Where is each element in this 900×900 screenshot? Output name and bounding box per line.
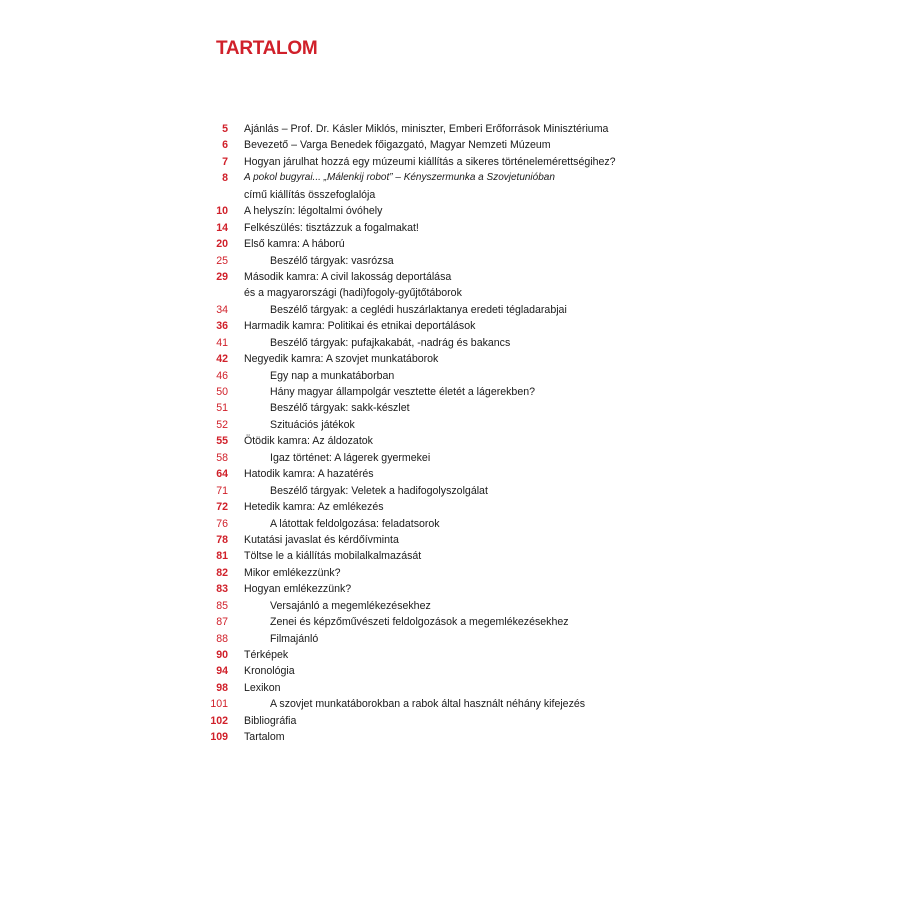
toc-page-number: 36: [216, 320, 228, 333]
toc-page-number: 71: [216, 484, 228, 497]
toc-page-number: 25: [216, 254, 228, 267]
toc-entry-title: Első kamra: A háború: [244, 238, 345, 251]
toc-entry-title: Ötödik kamra: Az áldozatok: [244, 435, 373, 448]
toc-entry-title: Szituációs játékok: [270, 418, 355, 431]
toc-entry-title: Felkészülés: tisztázzuk a fogalmakat!: [244, 221, 419, 234]
toc-page-number: 94: [216, 665, 228, 678]
toc-page-number: 87: [216, 616, 228, 629]
toc-page-number: 20: [216, 238, 228, 251]
toc-entry-title: Harmadik kamra: Politikai és etnikai deportálások: [244, 320, 476, 333]
toc-entry: [0, 187, 900, 203]
toc-page-number: 98: [216, 681, 228, 694]
toc-page-number: 109: [210, 731, 228, 744]
toc-entry-title: A helyszín: légoltalmi óvóhely: [244, 205, 383, 218]
toc-entry: [0, 696, 900, 712]
toc-entry-title: Egy nap a munkatáborban: [270, 369, 395, 382]
toc-entry: [0, 417, 900, 433]
toc-page-number: 10: [216, 205, 228, 218]
toc-page-number: 8: [222, 172, 228, 185]
toc-entry-title: Bibliográfia: [244, 714, 297, 727]
toc-entry-title: és a magyarországi (hadi)fogoly-gyűjtőtáborok: [244, 287, 462, 300]
toc-page-number: 51: [216, 402, 228, 415]
toc-entry-title: Mikor emlékezzünk?: [244, 566, 341, 579]
toc-entry: [0, 253, 900, 269]
toc-entry: [0, 154, 900, 170]
toc-entry: [0, 318, 900, 334]
toc-entry: [0, 532, 900, 548]
toc-entry: [0, 121, 900, 137]
toc-page-number: 90: [216, 649, 228, 661]
toc-entry: [0, 581, 900, 597]
toc-page-number: 6: [222, 139, 228, 152]
toc-entry-title: Kutatási javaslat és kérdőívminta: [244, 533, 399, 546]
toc-page-number: 41: [216, 336, 228, 349]
toc-entry: [0, 203, 900, 219]
toc-entry: [0, 713, 900, 729]
toc-entry-title: Igaz történet: A lágerek gyermekei: [270, 451, 431, 464]
toc-page-number: 5: [222, 123, 228, 135]
toc-entry-title: Zenei és képzőművészeti feldolgozások a megemlékezésekhez: [270, 616, 569, 629]
toc-page-number: 88: [216, 632, 228, 645]
toc-page-number: 78: [216, 533, 228, 546]
toc-entry: [0, 483, 900, 499]
toc-entry: [0, 433, 900, 449]
toc-entry: [0, 663, 900, 679]
toc-entry-title: Beszélő tárgyak: Veletek a hadifogolyszolgálat: [270, 484, 488, 497]
toc-entry: [0, 598, 900, 614]
toc-page-number: 7: [222, 155, 228, 168]
toc-entry-title: Ajánlás – Prof. Dr. Kásler Miklós, miniszter, Emberi Erőforrások Minisztériuma: [244, 123, 609, 135]
toc-entry: [0, 647, 900, 663]
toc-entry: [0, 302, 900, 318]
toc-entry-title: Beszélő tárgyak: a ceglédi huszárlaktanya eredeti tégladarabjai: [270, 303, 567, 316]
toc-page-number: 76: [216, 517, 228, 530]
toc-entry-title: Tartalom: [244, 731, 285, 744]
toc-entry: [0, 400, 900, 416]
toc-page-number: 55: [216, 435, 228, 448]
toc-page-number: 102: [210, 714, 228, 727]
toc-entry-title: című kiállítás összefoglalója: [244, 188, 376, 201]
toc-entry-title: Filmajánló: [270, 632, 319, 645]
page-title: TARTALOM: [216, 38, 318, 59]
toc-entry: [0, 614, 900, 630]
toc-page-number: 34: [216, 303, 228, 316]
toc-entry: [0, 368, 900, 384]
toc-page-number: 72: [216, 501, 228, 514]
toc-page-number: 42: [216, 353, 228, 366]
toc-entry-title: Negyedik kamra: A szovjet munkatáborok: [244, 353, 439, 366]
toc-page-number: 29: [216, 270, 228, 283]
toc-entry-title: Töltse le a kiállítás mobilalkalmazását: [244, 550, 422, 563]
toc-entry-title: A látottak feldolgozása: feladatsorok: [270, 517, 440, 530]
toc-entry: [0, 516, 900, 532]
toc-entry: [0, 236, 900, 252]
toc-entry: [0, 680, 900, 696]
toc-entry-title: Versajánló a megemlékezésekhez: [270, 599, 431, 612]
toc-entry-title: Térképek: [244, 649, 289, 661]
toc-entry: [0, 548, 900, 564]
toc-page-number: 50: [216, 386, 228, 398]
toc-page-number: 82: [216, 566, 228, 579]
toc-page-number: 14: [216, 221, 228, 234]
toc-page-number: 64: [216, 468, 228, 481]
toc-entry-title: Hogyan járulhat hozzá egy múzeumi kiállítás a sikeres történelemérettségihez?: [244, 155, 616, 168]
toc-entry-title: Beszélő tárgyak: pufajkakabát, -nadrág és bakancs: [270, 336, 511, 349]
toc-entry: [0, 631, 900, 647]
toc-entry: [0, 335, 900, 351]
toc-entry-title: Beszélő tárgyak: vasrózsa: [270, 254, 394, 267]
toc-entry: [0, 466, 900, 482]
toc-page-number: 46: [216, 369, 228, 382]
toc-entry-title: Kronológia: [244, 665, 295, 678]
toc-entry-title: Hatodik kamra: A hazatérés: [244, 468, 374, 481]
toc-entry-title: Hetedik kamra: Az emlékezés: [244, 501, 384, 514]
toc-entry-title: Beszélő tárgyak: sakk-készlet: [270, 402, 410, 415]
toc-entry: [0, 137, 900, 153]
toc-entry-title: Hány magyar állampolgár vesztette életét a lágerekben?: [270, 386, 535, 398]
toc-entry: [0, 450, 900, 466]
toc-page-number: 58: [216, 451, 228, 464]
toc-page-number: 101: [210, 698, 228, 711]
toc-page-number: 81: [216, 550, 228, 563]
toc-entry-title: Bevezető – Varga Benedek főigazgató, Magyar Nemzeti Múzeum: [244, 139, 551, 152]
toc-entry: [0, 351, 900, 367]
toc-entry: [0, 220, 900, 236]
toc-entry: [0, 384, 900, 400]
toc-entry: [0, 499, 900, 515]
table-of-contents: [0, 121, 900, 746]
toc-entry: [0, 285, 900, 301]
toc-entry-title: Második kamra: A civil lakosság deportálása: [244, 270, 452, 283]
toc-entry: [0, 170, 900, 186]
toc-entry-title: Hogyan emlékezzünk?: [244, 583, 352, 596]
toc-entry: [0, 269, 900, 285]
toc-page-number: 85: [216, 599, 228, 612]
toc-page-number: 83: [216, 583, 228, 596]
toc-entry: [0, 565, 900, 581]
toc-entry: [0, 729, 900, 745]
toc-entry-title: A pokol bugyrai... „Málenkij robot” – Kényszermunka a Szovjetunióban: [244, 172, 555, 184]
toc-entry-title: A szovjet munkatáborokban a rabok által használt néhány kifejezés: [270, 698, 586, 711]
toc-entry-title: Lexikon: [244, 681, 281, 694]
toc-page-number: 52: [216, 418, 228, 431]
